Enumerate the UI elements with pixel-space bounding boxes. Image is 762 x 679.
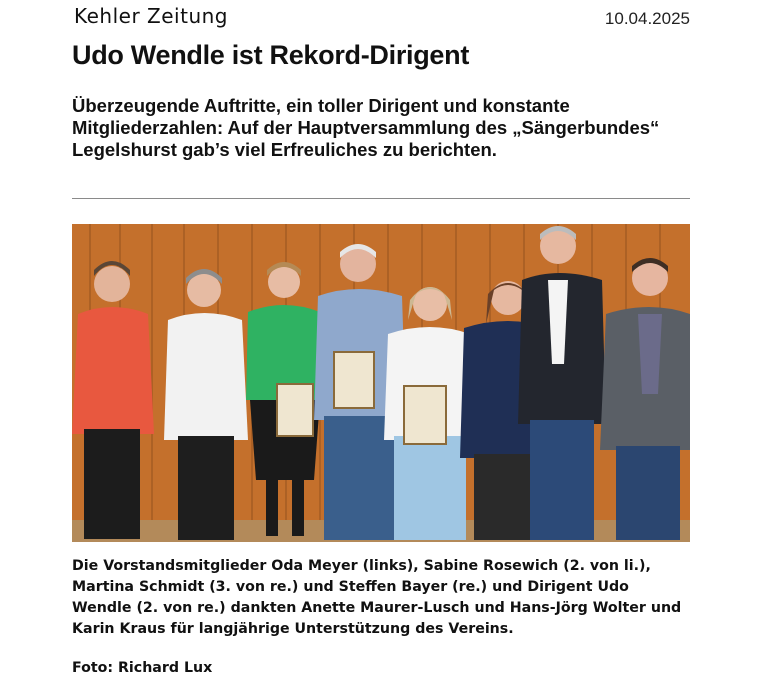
article-headline: Udo Wendle ist Rekord-Dirigent [72, 40, 470, 70]
photo-caption: Die Vorstandsmitglieder Oda Meyer (links), Sabine Rosewich (2. von li.), Martina Schmidt (3. von re.) und Steffen Bayer (re.) und Dirigent Udo Wendle (2. von re.) dankten Anette Maurer-Lusch und Hans-Jörg Wolter und Karin Kraus für langjährige Unterstützung des Vereins. [72, 558, 682, 637]
divider [72, 198, 690, 199]
publication-date: 10.04.2025 [604, 9, 690, 28]
article-lead: Überzeugende Auftritte, ein toller Dirigent und konstante Mitgliederzahlen: Auf der Hauptversammlung des „Sängerbundes“ Legelshurst gab’s viel Erfreuliches zu berichten. [72, 95, 660, 160]
group-photo-illustration [72, 224, 690, 542]
photo-credit: Foto: Richard Lux [72, 660, 213, 676]
publication-name: Kehler Zeitung [74, 4, 228, 28]
group-photo [72, 224, 690, 542]
